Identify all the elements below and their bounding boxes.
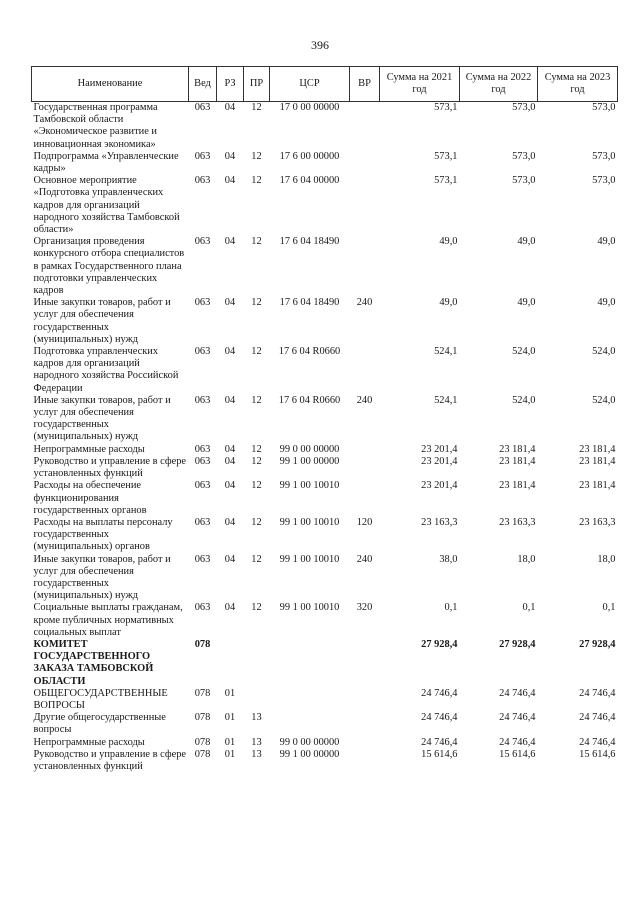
cell-name: Подпрограмма «Управленческие кадры» [33,150,179,175]
table-row [32,517,618,554]
cell-pr: 12 [251,516,262,528]
cell-ved: 078 [194,687,211,699]
cell-rz: 04 [224,394,236,406]
cell-rz: 04 [224,443,236,455]
cell-csr: 17 6 04 18490 [279,236,340,248]
cell-name: Руководство и управление в сфере установленных функций [33,455,186,480]
table-header-row [32,67,618,102]
cell-vr [350,346,380,395]
header-name: Наименование [32,67,189,102]
cell-rz: 04 [224,297,236,309]
cell-name: Иные закупки товаров, работ и услуг для обеспечения государственных (муниципальных) нужд [33,394,171,443]
cell-csr: 99 1 00 10010 [279,602,340,614]
cell-pr: 12 [251,394,262,406]
table-row [32,444,618,456]
cell-csr [270,639,350,688]
header-sum-2023: Сумма на 2023 год [538,67,618,102]
cell-name: Подготовка управленческих кадров для организаций народного хозяйства Российской Федерации [33,346,179,394]
cell-vr [350,712,380,736]
table-row [32,737,618,749]
cell-csr [270,688,350,712]
cell-sum-2022: 27 928,4 [499,638,536,650]
cell-sum-2022: 24 746,4 [499,712,536,724]
cell-sum-2023: 49,0 [597,236,616,248]
cell-sum-2021: 23 201,4 [421,443,458,455]
cell-sum-2022: 573,0 [512,102,536,113]
cell-name: Государственная программа Тамбовской области «Экономическое развитие и инновационная экономика» [33,102,158,150]
cell-sum-2021: 573,1 [434,102,458,113]
header-vr: ВР [350,67,380,102]
cell-sum-2021: 23 163,3 [421,516,458,528]
cell-rz: 04 [224,102,236,113]
page-number: 396 [311,38,329,52]
table-row [32,346,618,395]
cell-rz: 04 [224,455,236,467]
cell-pr: 12 [251,175,262,187]
budget-table [31,66,618,773]
cell-pr: 12 [251,553,262,565]
cell-csr: 17 6 00 00000 [279,150,340,162]
cell-ved: 063 [194,443,211,455]
cell-sum-2023: 524,0 [592,394,616,406]
cell-csr: 99 0 00 00000 [279,443,340,455]
cell-vr [350,737,380,749]
cell-rz: 01 [224,748,236,760]
cell-vr [350,151,380,175]
cell-csr: 17 6 04 00000 [279,175,340,187]
cell-vr: 120 [356,516,373,528]
cell-sum-2022: 524,0 [512,394,536,406]
cell-pr: 13 [251,736,262,748]
cell-pr [244,639,270,688]
cell-name: КОМИТЕТ ГОСУДАРСТВЕННОГО ЗАКАЗА ТАМБОВСКОЙ ОБЛАСТИ [33,638,154,687]
cell-vr: 240 [356,394,373,406]
cell-sum-2022: 49,0 [517,297,536,309]
cell-sum-2021: 573,1 [434,175,458,187]
cell-sum-2021: 524,1 [434,346,458,358]
cell-sum-2022: 23 163,3 [499,516,536,528]
cell-ved: 078 [194,748,211,760]
cell-pr: 13 [251,748,262,760]
cell-sum-2021: 15 614,6 [421,748,458,760]
cell-vr [350,749,380,773]
cell-sum-2021: 23 201,4 [421,480,458,492]
cell-vr: 240 [356,553,373,565]
table-row [32,297,618,346]
cell-ved: 063 [194,297,211,309]
cell-sum-2022: 573,0 [512,175,536,187]
cell-sum-2021: 573,1 [434,150,458,162]
cell-vr [350,480,380,517]
cell-rz: 04 [224,602,236,614]
table-row [32,175,618,236]
cell-pr [244,688,270,712]
cell-sum-2023: 24 746,4 [579,687,616,699]
cell-ved: 063 [194,102,211,113]
cell-ved: 063 [194,346,211,358]
header-csr: ЦСР [270,67,350,102]
cell-vr: 320 [356,602,373,614]
cell-ved: 063 [194,236,211,248]
cell-name: Непрограммные расходы [33,443,145,455]
cell-pr: 12 [251,102,262,113]
table-row [32,639,618,688]
cell-sum-2021: 524,1 [434,394,458,406]
cell-sum-2023: 573,0 [592,175,616,187]
cell-sum-2021: 27 928,4 [421,638,458,650]
cell-name: Иные закупки товаров, работ и услуг для обеспечения государственных (муниципальных) нужд [33,297,171,345]
cell-pr: 12 [251,236,262,248]
cell-vr [350,236,380,297]
cell-sum-2023: 573,0 [592,102,616,113]
cell-csr: 17 6 04 18490 [279,297,340,309]
cell-csr: 99 1 00 00000 [279,455,340,467]
cell-rz: 04 [224,553,236,565]
cell-sum-2023: 24 746,4 [579,712,616,724]
table-row [32,236,618,297]
cell-sum-2023: 23 181,4 [579,455,616,467]
cell-sum-2022: 24 746,4 [499,687,536,699]
cell-csr: 99 1 00 10010 [279,553,340,565]
table-row [32,749,618,773]
cell-ved: 063 [194,602,211,614]
cell-name: Расходы на выплаты персоналу государственных (муниципальных) органов [33,516,173,553]
cell-sum-2022: 23 181,4 [499,455,536,467]
cell-sum-2023: 27 928,4 [579,638,616,650]
cell-csr: 17 6 04 R0660 [278,346,341,358]
cell-sum-2022: 49,0 [517,236,536,248]
cell-sum-2021: 49,0 [439,236,458,248]
table-row [32,712,618,736]
cell-csr: 99 1 00 10010 [279,480,340,492]
cell-csr: 99 1 00 10010 [279,516,340,528]
table-row [32,102,618,151]
cell-ved: 063 [194,553,211,565]
cell-vr [350,444,380,456]
cell-ved: 078 [194,736,211,748]
cell-pr: 13 [251,712,262,724]
cell-csr: 99 0 00 00000 [279,736,340,748]
cell-sum-2022: 0,1 [522,602,536,614]
cell-pr: 12 [251,346,262,358]
cell-sum-2023: 23 181,4 [579,443,616,455]
cell-vr [350,456,380,480]
cell-name: Основное мероприятие «Подготовка управленческих кадров для организаций народного хозяйства Тамбовской области» [33,175,180,236]
cell-sum-2021: 23 201,4 [421,455,458,467]
cell-sum-2021: 24 746,4 [421,736,458,748]
cell-sum-2022: 15 614,6 [499,748,536,760]
table-row [32,602,618,639]
cell-rz: 04 [224,480,236,492]
cell-ved: 078 [194,638,211,650]
cell-csr: 17 6 04 R0660 [278,394,341,406]
cell-name: Другие общегосударственные вопросы [33,712,166,736]
cell-rz: 01 [224,687,236,699]
cell-name: Руководство и управление в сфере установленных функций [33,748,186,772]
cell-csr: 99 1 00 00000 [279,748,340,760]
cell-pr: 12 [251,150,262,162]
cell-sum-2021: 49,0 [439,297,458,309]
cell-rz: 01 [224,712,236,724]
cell-sum-2022: 573,0 [512,150,536,162]
cell-ved: 063 [194,394,211,406]
cell-name: Непрограммные расходы [33,736,145,748]
header-pr: ПР [244,67,270,102]
cell-sum-2022: 23 181,4 [499,443,536,455]
table-row [32,151,618,175]
cell-pr: 12 [251,602,262,614]
cell-sum-2021: 0,1 [444,602,458,614]
cell-sum-2021: 38,0 [439,553,458,565]
cell-name: Расходы на обеспечение функционирования государственных органов [33,480,147,516]
cell-rz: 01 [224,736,236,748]
cell-rz: 04 [224,516,236,528]
cell-pr: 12 [251,297,262,309]
cell-csr: 17 0 00 00000 [279,102,340,113]
cell-name: Социальные выплаты гражданам, кроме публичных нормативных социальных выплат [33,602,183,638]
cell-ved: 063 [194,516,211,528]
cell-ved: 063 [194,480,211,492]
cell-sum-2021: 24 746,4 [421,712,458,724]
table-row [32,554,618,603]
cell-csr [270,712,350,736]
cell-ved: 078 [194,712,211,724]
cell-vr [350,175,380,236]
header-rz: РЗ [217,67,244,102]
cell-sum-2023: 15 614,6 [579,748,616,760]
table-row [32,456,618,480]
cell-sum-2022: 24 746,4 [499,736,536,748]
table-row [32,480,618,517]
cell-vr [350,688,380,712]
cell-pr: 12 [251,455,262,467]
cell-name: Иные закупки товаров, работ и услуг для обеспечения государственных (муниципальных) нужд [33,553,171,602]
cell-sum-2023: 18,0 [597,553,616,565]
cell-sum-2023: 24 746,4 [579,736,616,748]
cell-rz: 04 [224,346,236,358]
table-row [32,395,618,444]
header-ved: Вед [189,67,217,102]
cell-ved: 063 [194,455,211,467]
cell-sum-2022: 23 181,4 [499,480,536,492]
cell-ved: 063 [194,150,211,162]
cell-sum-2023: 49,0 [597,297,616,309]
cell-rz: 04 [224,175,236,187]
cell-rz: 04 [224,236,236,248]
cell-pr: 12 [251,443,262,455]
cell-sum-2021: 24 746,4 [421,687,458,699]
cell-sum-2023: 573,0 [592,150,616,162]
cell-name: ОБЩЕГОСУДАРСТВЕННЫЕ ВОПРОСЫ [33,687,168,711]
cell-name: Организация проведения конкурсного отбора специалистов в рамках Государственного плана подготовки управленческих кадров [33,236,185,297]
header-sum-2021: Сумма на 2021 год [380,67,460,102]
cell-sum-2022: 524,0 [512,346,536,358]
cell-sum-2023: 524,0 [592,346,616,358]
cell-vr [350,639,380,688]
cell-rz [217,639,244,688]
table-row [32,688,618,712]
cell-vr [350,102,380,151]
cell-sum-2023: 23 181,4 [579,480,616,492]
cell-sum-2023: 23 163,3 [579,516,616,528]
cell-pr: 12 [251,480,262,492]
cell-sum-2022: 18,0 [517,553,536,565]
header-sum-2022: Сумма на 2022 год [460,67,538,102]
cell-sum-2023: 0,1 [602,602,616,614]
cell-rz: 04 [224,150,236,162]
cell-ved: 063 [194,175,211,187]
cell-vr: 240 [356,297,373,309]
